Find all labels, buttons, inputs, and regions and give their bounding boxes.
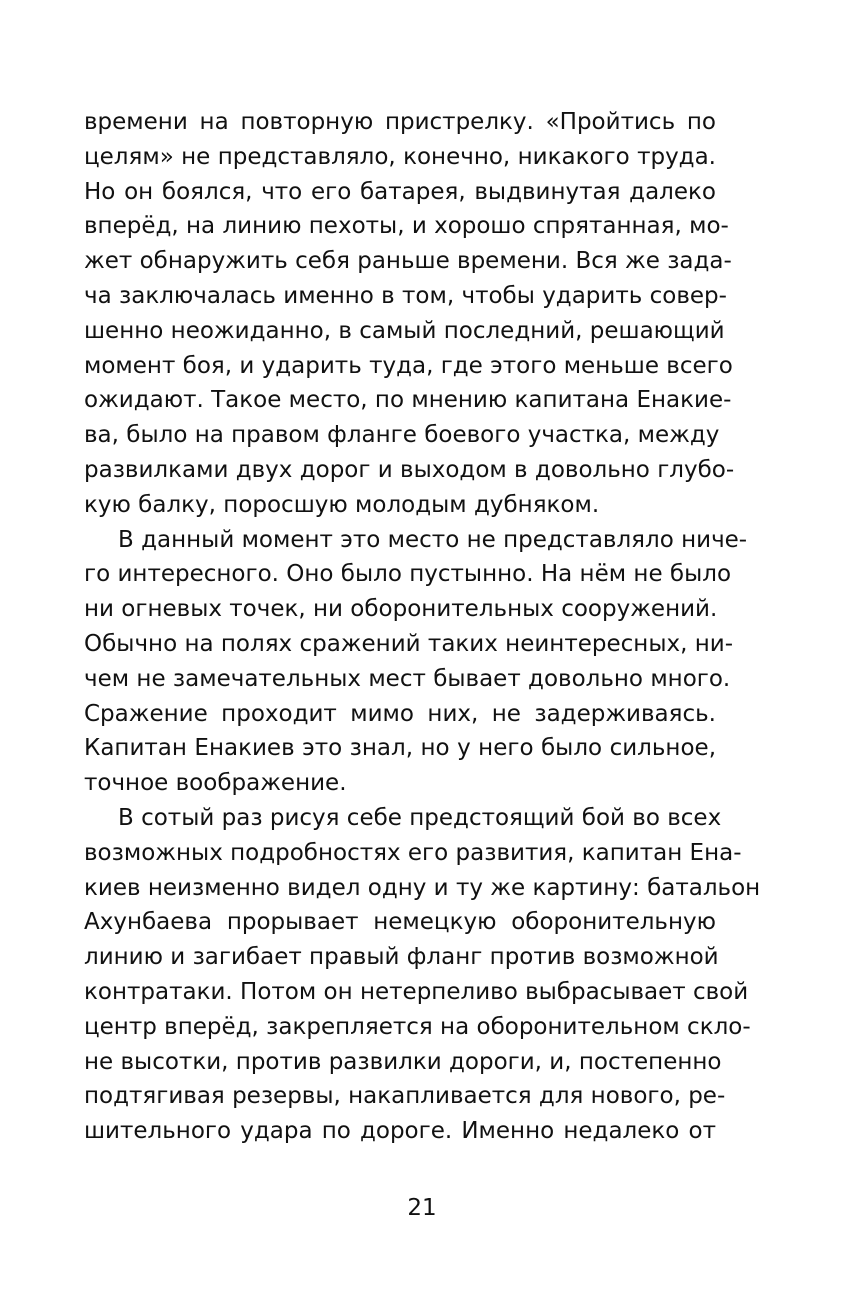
text-line: го интересного. Оно было пустынно. На нём не было — [84, 561, 732, 588]
text-line: Сражение проходит мимо них, не задерживаясь. — [84, 700, 716, 727]
text-line: ни огневых точек, ни оборонительных сооружений. — [84, 596, 718, 623]
text-line: шенно неожиданно, в самый последний, решающий — [84, 317, 725, 344]
text-line: не высотки, против развилки дороги, и, постепенно — [84, 1048, 722, 1075]
text-line: возможных подробностях его развития, капитан Ена- — [84, 839, 742, 866]
page-number: 21 — [407, 1195, 437, 1221]
text-line: Капитан Енакиев это знал, но у него было сильное, — [84, 735, 716, 762]
text-line: развилками двух дорог и выходом в довольно глубо- — [84, 456, 735, 483]
text-line: момент боя, и ударить туда, где этого меньше всего — [84, 352, 733, 379]
text-line: чем не замечательных мест бывает довольно много. — [84, 665, 731, 692]
text-line: точное воображение. — [84, 770, 347, 797]
text-line: ва, было на правом фланге боевого участка, между — [84, 422, 720, 449]
text-line: подтягивая резервы, накапливается для нового, ре- — [84, 1083, 726, 1110]
text-line: Но он боялся, что его батарея, выдвинутая далеко — [84, 178, 716, 205]
paragraph — [84, 801, 761, 1149]
text-line: контратаки. Потом он нетерпеливо выбрасывает свой — [84, 978, 749, 1005]
text-line: ожидают. Такое место, по мнению капитана Енакие- — [84, 387, 732, 414]
text-line: Ахунбаева прорывает немецкую оборонительную — [84, 909, 716, 936]
text-line: вперёд, на линию пехоты, и хорошо спрятанная, мо- — [84, 213, 729, 240]
text-line: В данный момент это место не представляло ниче- — [118, 526, 748, 553]
text-line: центр вперёд, закрепляется на оборонительном скло- — [84, 1013, 751, 1040]
paragraph — [84, 105, 735, 523]
text-line: Обычно на полях сражений таких неинтересных, ни- — [84, 630, 734, 657]
text-line: жет обнаружить себя раньше времени. Вся же зада- — [84, 248, 732, 275]
text-line: киев неизменно видел одну и ту же картину: батальон — [84, 874, 761, 901]
text-line: В сотый раз рисуя себе предстоящий бой во всех — [118, 804, 722, 831]
body-text — [84, 105, 761, 1149]
text-line: шительного удара по дороге. Именно недалеко от — [84, 1118, 716, 1145]
text-line: ча заключалась именно в том, чтобы ударить совер- — [84, 282, 727, 309]
text-line: кую балку, поросшую молодым дубняком. — [84, 491, 600, 518]
text-line: времени на повторную пристрелку. «Пройтись по — [84, 109, 716, 135]
paragraph — [84, 523, 748, 801]
text-line: линию и загибает правый фланг против возможной — [84, 944, 719, 971]
text-line: целям» не представляло, конечно, никакого труда. — [84, 143, 716, 170]
